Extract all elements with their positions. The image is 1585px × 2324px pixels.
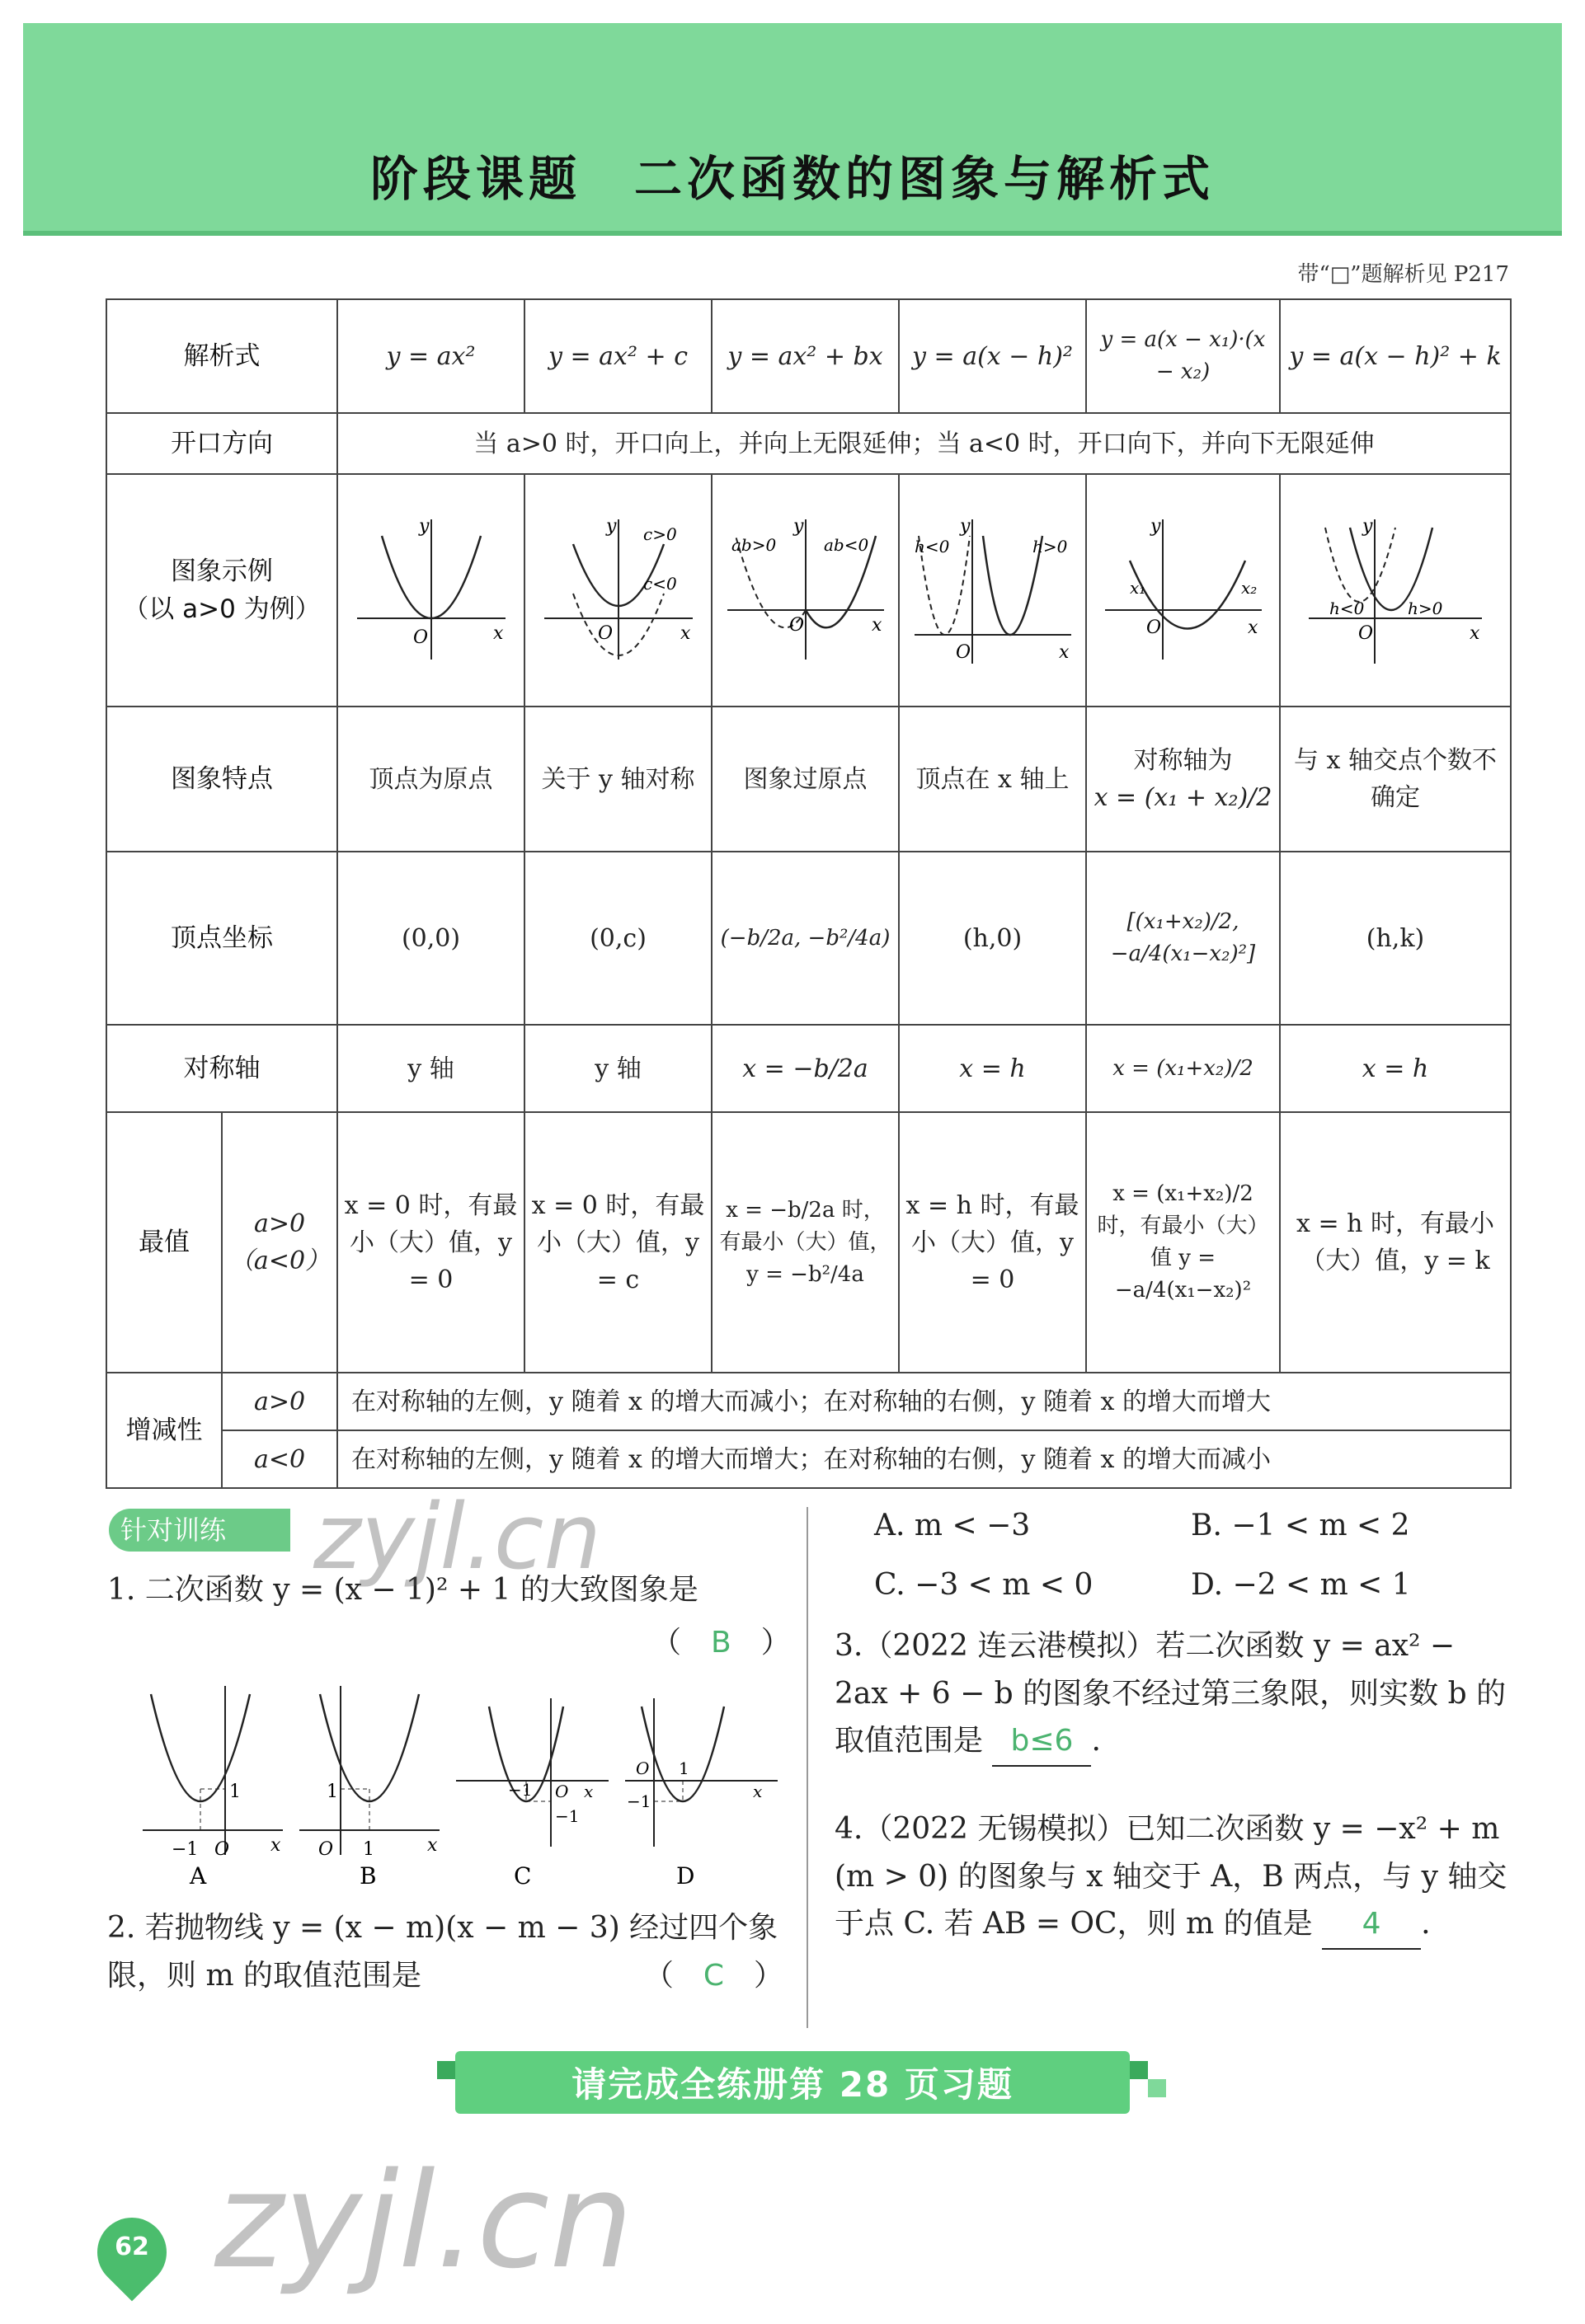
q2-option-a: A. m < −3 bbox=[874, 1509, 1031, 1542]
mono-neg-text: 在对称轴的左侧，y 随着 x 的增大而增大；在对称轴的右侧，y 随着 x 的增大而减小 bbox=[337, 1430, 1511, 1488]
graph-label: 图象示例 bbox=[171, 556, 273, 586]
footer-text: 请完成全练册第 28 页习题 bbox=[571, 2064, 1014, 2105]
svg-text:1: 1 bbox=[679, 1758, 689, 1778]
feature-expr: x = (x₁ + x₂)/2 bbox=[1094, 783, 1272, 812]
question-3-text: 3.（2022 连云港模拟）若二次函数 y = ax² − 2ax + 6 − b 的图象不经过第三象限，则实数 b 的取值范围是 bbox=[835, 1629, 1507, 1758]
question-3-answer: b≤6 bbox=[1010, 1724, 1074, 1758]
x1-label: x₁ bbox=[1129, 577, 1145, 598]
svg-text:−1: −1 bbox=[508, 1780, 533, 1800]
svg-text:O: O bbox=[555, 1782, 569, 1801]
extreme-cell: x = −b/2a 时，有最小（大）值，y = −b²/4a bbox=[712, 1112, 899, 1373]
graph-cell-2 bbox=[524, 474, 712, 707]
page-title: 阶段课题 二次函数的图象与解析式 bbox=[369, 151, 1215, 207]
row-vertex bbox=[106, 852, 1511, 1025]
y-axis-label: y bbox=[418, 515, 429, 537]
row-mono-neg bbox=[106, 1430, 1511, 1488]
question-4: 4.（2022 无锡模拟）已知二次函数 y = −x² + m (m > 0) 的图象与 x 轴交于 A，B 两点，与 y 轴交于点 C. 若 AB = OC，则 m 的值是 4 . bbox=[835, 1805, 1511, 1950]
svg-text:x: x bbox=[427, 1835, 438, 1856]
x-axis-label: x bbox=[871, 614, 882, 636]
origin-label: O bbox=[412, 627, 428, 648]
watermark: zyjl.cn bbox=[313, 1484, 602, 1589]
graph-cell-1 bbox=[337, 474, 524, 707]
question-1-graphs bbox=[139, 1682, 782, 1888]
formula-cell: y = a(x − x₁)·(x − x₂) bbox=[1086, 299, 1280, 413]
svg-text:O: O bbox=[636, 1758, 650, 1778]
formula-cell: y = a(x − h)² bbox=[899, 299, 1086, 413]
feature-cell: 关于 y 轴对称 bbox=[524, 707, 712, 852]
choice-c-label: C bbox=[514, 1862, 532, 1888]
page-number: 62 bbox=[115, 2232, 149, 2261]
question-4-answer: 4 bbox=[1362, 1907, 1381, 1941]
svg-text:−1: −1 bbox=[555, 1806, 580, 1826]
formula-cell: y = a(x − h)² + k bbox=[1280, 299, 1511, 413]
watermark: zyjl.cn bbox=[214, 2143, 633, 2298]
graph-note: （以 a>0 为例） bbox=[123, 594, 321, 624]
axis-cell: y 轴 bbox=[524, 1025, 712, 1112]
row-extreme bbox=[106, 1112, 1511, 1373]
vertex-cell: (h,0) bbox=[899, 852, 1086, 1025]
row-feature bbox=[106, 707, 1511, 852]
origin-label: O bbox=[788, 614, 804, 636]
formula-cell: y = ax² + bx bbox=[712, 299, 899, 413]
x-axis-label: x bbox=[1470, 622, 1480, 644]
parabola-graph-3 bbox=[723, 503, 888, 668]
question-4-blank bbox=[1322, 1900, 1421, 1950]
footer-decoration bbox=[1130, 2061, 1148, 2079]
x-axis-label: x bbox=[1058, 641, 1069, 663]
choice-c-graph bbox=[456, 1698, 609, 1888]
parabola-graph-5 bbox=[1101, 503, 1266, 668]
h-negative-label: h<0 bbox=[1329, 598, 1365, 618]
svg-text:O: O bbox=[318, 1839, 334, 1860]
formula-cell: y = ax² + c bbox=[524, 299, 712, 413]
y-axis-label: y bbox=[1150, 515, 1160, 537]
parabola-graph-6 bbox=[1305, 503, 1486, 668]
row-label-axis: 对称轴 bbox=[106, 1025, 337, 1112]
extreme-cond-pos: a>0 bbox=[253, 1209, 306, 1238]
parabola-graph-1 bbox=[349, 503, 514, 668]
question-1-answer: B bbox=[711, 1626, 731, 1660]
feature-cell: 与 x 轴交点个数不确定 bbox=[1280, 707, 1511, 852]
mono-cond-neg: a<0 bbox=[222, 1430, 337, 1488]
origin-label: O bbox=[1145, 617, 1161, 638]
axis-cell: x = (x₁+x₂)/2 bbox=[1086, 1025, 1280, 1112]
formula-cell: y = ax² bbox=[337, 299, 524, 413]
x-axis-label: x bbox=[1247, 617, 1258, 638]
svg-text:1: 1 bbox=[229, 1782, 241, 1802]
section-badge: 针对训练 bbox=[109, 1509, 290, 1552]
row-label-extreme: 最值 bbox=[106, 1112, 222, 1373]
row-label-formula: 解析式 bbox=[106, 299, 337, 413]
parabola-graph-2 bbox=[536, 503, 701, 668]
choice-a-graph bbox=[143, 1686, 283, 1888]
vertex-cell: (h,k) bbox=[1280, 852, 1511, 1025]
svg-text:O: O bbox=[214, 1839, 230, 1860]
origin-label: O bbox=[955, 641, 971, 663]
row-label-opening: 开口方向 bbox=[106, 413, 337, 474]
x-axis-label: x bbox=[492, 622, 503, 644]
question-2-answer: C bbox=[703, 1958, 724, 1993]
extreme-condition bbox=[222, 1112, 337, 1373]
svg-text:1: 1 bbox=[363, 1839, 374, 1860]
h-positive-label: h>0 bbox=[1408, 598, 1443, 618]
question-2-text: 2. 若抛物线 y = (x − m)(x − m − 3) 经过四个象限，则 m 的取值范围是 bbox=[107, 1911, 778, 1993]
c-negative-label: c<0 bbox=[642, 573, 677, 594]
extreme-cell: x = h 时，有最小（大）值，y = k bbox=[1280, 1112, 1511, 1373]
x2-label: x₂ bbox=[1240, 577, 1257, 598]
h-positive-label: h>0 bbox=[1032, 536, 1067, 556]
mono-pos-text: 在对称轴的左侧，y 随着 x 的增大而减小；在对称轴的右侧，y 随着 x 的增大而增大 bbox=[337, 1373, 1511, 1430]
choice-b-graph bbox=[299, 1686, 440, 1888]
svg-text:x: x bbox=[270, 1835, 281, 1856]
q2-option-b: B. −1 < m < 2 bbox=[1191, 1509, 1410, 1542]
row-opening bbox=[106, 413, 1511, 474]
y-axis-label: y bbox=[959, 515, 970, 537]
row-formula bbox=[106, 299, 1511, 413]
footer-decoration bbox=[1148, 2079, 1166, 2097]
column-divider bbox=[807, 1507, 808, 2028]
svg-text:x: x bbox=[753, 1782, 763, 1801]
graph-cell-3 bbox=[712, 474, 899, 707]
summary-table bbox=[106, 298, 1512, 1489]
axis-cell: x = h bbox=[899, 1025, 1086, 1112]
extreme-cond-neg: （a<0） bbox=[228, 1247, 331, 1275]
h-negative-label: h<0 bbox=[914, 536, 949, 556]
row-label-vertex: 顶点坐标 bbox=[106, 852, 337, 1025]
x-axis-label: x bbox=[680, 622, 690, 644]
y-axis-label: y bbox=[1362, 515, 1373, 537]
vertex-cell: (−b/2a, −b²/4a) bbox=[712, 852, 899, 1025]
vertex-cell: [(x₁+x₂)/2, −a/4(x₁−x₂)²] bbox=[1086, 852, 1280, 1025]
feature-cell bbox=[1086, 707, 1280, 852]
origin-label: O bbox=[1358, 622, 1374, 644]
reference-note: 带“□”题解析见 P217 bbox=[1297, 262, 1509, 287]
row-graph bbox=[106, 474, 1511, 707]
parabola-graph-4 bbox=[910, 503, 1075, 668]
svg-text:x: x bbox=[584, 1782, 594, 1801]
ab-negative-label: ab<0 bbox=[823, 534, 868, 555]
svg-text:1: 1 bbox=[327, 1782, 338, 1802]
vertex-cell: (0,c) bbox=[524, 852, 712, 1025]
question-2 bbox=[107, 1904, 783, 1999]
question-3-blank bbox=[992, 1717, 1091, 1767]
opening-text: 当 a>0 时，开口向上，并向上无限延伸；当 a<0 时，开口向下，并向下无限延伸 bbox=[337, 413, 1511, 474]
q2-option-c: C. −3 < m < 0 bbox=[874, 1568, 1094, 1602]
row-axis bbox=[106, 1025, 1511, 1112]
row-label-feature: 图象特点 bbox=[106, 707, 337, 852]
choice-d-graph bbox=[625, 1698, 778, 1888]
row-label-mono: 增减性 bbox=[106, 1373, 222, 1488]
feature-cell: 顶点为原点 bbox=[337, 707, 524, 852]
svg-text:−1: −1 bbox=[627, 1791, 651, 1811]
row-mono-pos bbox=[106, 1373, 1511, 1430]
y-axis-label: y bbox=[792, 515, 803, 537]
extreme-cell: x = (x₁+x₂)/2 时，有最小（大）值 y = −a/4(x₁−x₂)² bbox=[1086, 1112, 1280, 1373]
c-positive-label: c>0 bbox=[642, 523, 677, 544]
extreme-cell: x = h 时，有最小（大）值，y = 0 bbox=[899, 1112, 1086, 1373]
question-3: 3.（2022 连云港模拟）若二次函数 y = ax² − 2ax + 6 − b 的图象不经过第三象限，则实数 b 的取值范围是 b≤6 . bbox=[835, 1622, 1511, 1767]
question-4-text: 4.（2022 无锡模拟）已知二次函数 y = −x² + m (m > 0) 的图象与 x 轴交于 A，B 两点，与 y 轴交于点 C. 若 AB = OC，则 m 的值是 bbox=[835, 1812, 1507, 1941]
ab-positive-label: ab>0 bbox=[731, 534, 776, 555]
choice-b-label: B bbox=[360, 1862, 377, 1888]
footer-decoration bbox=[437, 2061, 455, 2079]
row-label-graph bbox=[106, 474, 337, 707]
question-1-answer-box: （ B ） bbox=[651, 1626, 791, 1660]
svg-text:−1: −1 bbox=[172, 1839, 199, 1860]
mono-cond-pos: a>0 bbox=[222, 1373, 337, 1430]
extreme-cell: x = 0 时，有最小（大）值，y = c bbox=[524, 1112, 712, 1373]
graph-cell-5 bbox=[1086, 474, 1280, 707]
feature-text: 对称轴为 bbox=[1133, 746, 1233, 775]
feature-cell: 图象过原点 bbox=[712, 707, 899, 852]
vertex-cell: (0,0) bbox=[337, 852, 524, 1025]
choice-a-label: A bbox=[190, 1862, 207, 1888]
axis-cell: x = h bbox=[1280, 1025, 1511, 1112]
y-axis-label: y bbox=[605, 515, 616, 537]
axis-cell: x = −b/2a bbox=[712, 1025, 899, 1112]
graph-cell-4 bbox=[899, 474, 1086, 707]
feature-cell: 顶点在 x 轴上 bbox=[899, 707, 1086, 852]
graph-cell-6 bbox=[1280, 474, 1511, 707]
axis-cell: y 轴 bbox=[337, 1025, 524, 1112]
origin-label: O bbox=[597, 622, 613, 644]
q2-option-d: D. −2 < m < 1 bbox=[1191, 1568, 1411, 1602]
choice-d-label: D bbox=[676, 1862, 695, 1888]
question-1-text: 1. 二次函数 y = (x − 1)² + 1 的大致图象是 bbox=[107, 1573, 698, 1607]
extreme-cell: x = 0 时，有最小（大）值，y = 0 bbox=[337, 1112, 524, 1373]
question-2-answer-box: （ C ） bbox=[643, 1958, 783, 1993]
